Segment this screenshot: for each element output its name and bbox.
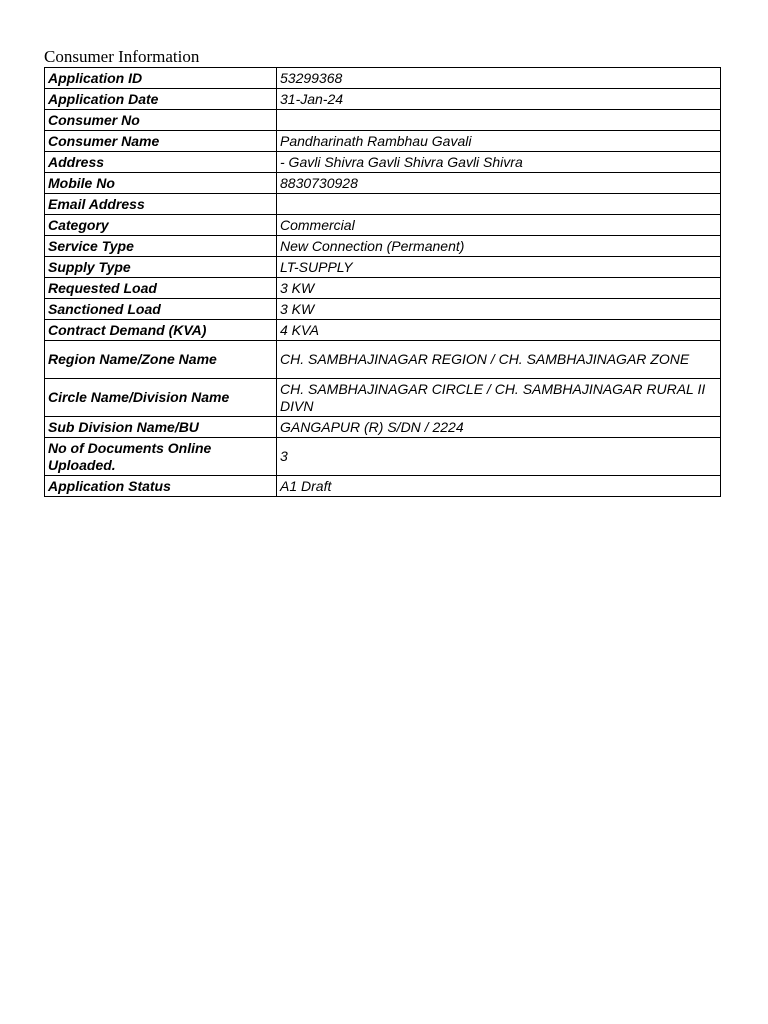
consumer-information-table xyxy=(44,67,721,497)
row-value-supply-type: LT-SUPPLY xyxy=(277,257,721,278)
row-value-requested-load: 3 KW xyxy=(277,278,721,299)
row-label-address: Address xyxy=(45,152,277,173)
row-label-consumer-name: Consumer Name xyxy=(45,131,277,152)
table-row xyxy=(45,236,721,257)
table-row xyxy=(45,417,721,438)
row-label-supply-type: Supply Type xyxy=(45,257,277,278)
row-label-sub-division: Sub Division Name/BU xyxy=(45,417,277,438)
row-label-category: Category xyxy=(45,215,277,236)
row-value-email-address xyxy=(277,194,721,215)
row-label-sanctioned-load: Sanctioned Load xyxy=(45,299,277,320)
row-label-contract-demand: Contract Demand (KVA) xyxy=(45,320,277,341)
row-value-consumer-name: Pandharinath Rambhau Gavali xyxy=(277,131,721,152)
table-row xyxy=(45,194,721,215)
row-label-documents-uploaded: No of Documents Online Uploaded. xyxy=(45,438,277,476)
consumer-information-section xyxy=(44,46,720,497)
row-value-sanctioned-load: 3 KW xyxy=(277,299,721,320)
table-row xyxy=(45,438,721,476)
table-row xyxy=(45,476,721,497)
row-value-documents-uploaded: 3 xyxy=(277,438,721,476)
row-label-service-type: Service Type xyxy=(45,236,277,257)
row-value-region-zone: CH. SAMBHAJINAGAR REGION / CH. SAMBHAJINAGAR ZONE xyxy=(277,341,721,379)
row-value-contract-demand: 4 KVA xyxy=(277,320,721,341)
row-value-application-date: 31-Jan-24 xyxy=(277,89,721,110)
table-row xyxy=(45,257,721,278)
row-value-service-type: New Connection (Permanent) xyxy=(277,236,721,257)
row-label-region-zone: Region Name/Zone Name xyxy=(45,341,277,379)
row-value-circle-division: CH. SAMBHAJINAGAR CIRCLE / CH. SAMBHAJINAGAR RURAL II DIVN xyxy=(277,379,721,417)
table-row xyxy=(45,299,721,320)
table-row xyxy=(45,341,721,379)
row-label-application-status: Application Status xyxy=(45,476,277,497)
row-label-application-date: Application Date xyxy=(45,89,277,110)
row-value-category: Commercial xyxy=(277,215,721,236)
table-row xyxy=(45,215,721,236)
row-label-application-id: Application ID xyxy=(45,68,277,89)
table-row xyxy=(45,173,721,194)
table-row xyxy=(45,68,721,89)
row-label-email-address: Email Address xyxy=(45,194,277,215)
table-row xyxy=(45,278,721,299)
table-row xyxy=(45,152,721,173)
row-label-mobile-no: Mobile No xyxy=(45,173,277,194)
table-row xyxy=(45,320,721,341)
row-value-consumer-no xyxy=(277,110,721,131)
row-value-sub-division: GANGAPUR (R) S/DN / 2224 xyxy=(277,417,721,438)
row-value-address: - Gavli Shivra Gavli Shivra Gavli Shivra xyxy=(277,152,721,173)
row-value-application-status: A1 Draft xyxy=(277,476,721,497)
row-value-application-id: 53299368 xyxy=(277,68,721,89)
row-label-requested-load: Requested Load xyxy=(45,278,277,299)
table-row xyxy=(45,131,721,152)
row-label-circle-division: Circle Name/Division Name xyxy=(45,379,277,417)
table-row xyxy=(45,89,721,110)
row-label-consumer-no: Consumer No xyxy=(45,110,277,131)
table-row xyxy=(45,379,721,417)
row-value-mobile-no: 8830730928 xyxy=(277,173,721,194)
table-row xyxy=(45,110,721,131)
section-title: Consumer Information xyxy=(44,47,200,66)
